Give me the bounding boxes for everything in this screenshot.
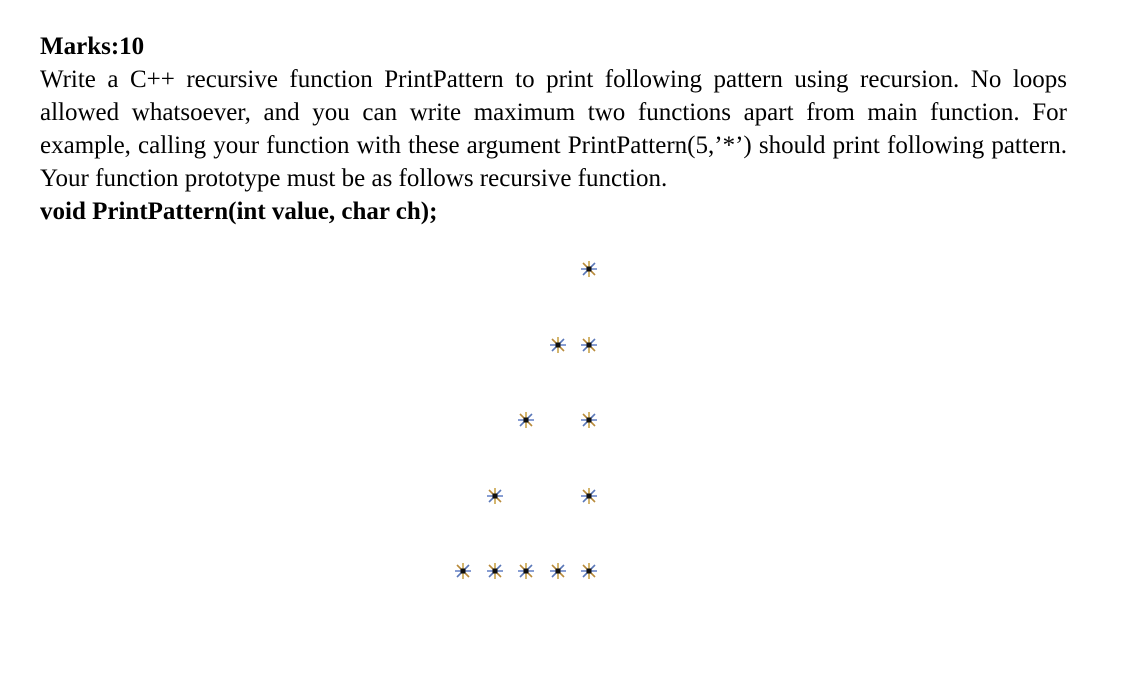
star-icon xyxy=(549,336,567,354)
star-icon xyxy=(517,411,535,429)
star-icon xyxy=(486,487,504,505)
marks-heading: Marks:10 xyxy=(40,33,145,60)
star-icon xyxy=(517,562,535,580)
star-icon xyxy=(580,562,598,580)
star-icon xyxy=(580,487,598,505)
function-prototype: void PrintPattern(int value, char ch); xyxy=(40,198,438,225)
star-icon xyxy=(549,562,567,580)
question-text: Write a C++ recursive function PrintPattern to print following pattern using recursion. No loops allowed whatsoever, and you can write maximum two functions apart from main function. For example, calling your function with these argument PrintPattern(5,’*’) should print following pattern. Your function prototype must be as follows recursive function. xyxy=(40,66,1067,192)
star-icon xyxy=(486,562,504,580)
star-icon xyxy=(580,336,598,354)
star-icon xyxy=(454,562,472,580)
star-icon xyxy=(580,260,598,278)
star-icon xyxy=(580,411,598,429)
